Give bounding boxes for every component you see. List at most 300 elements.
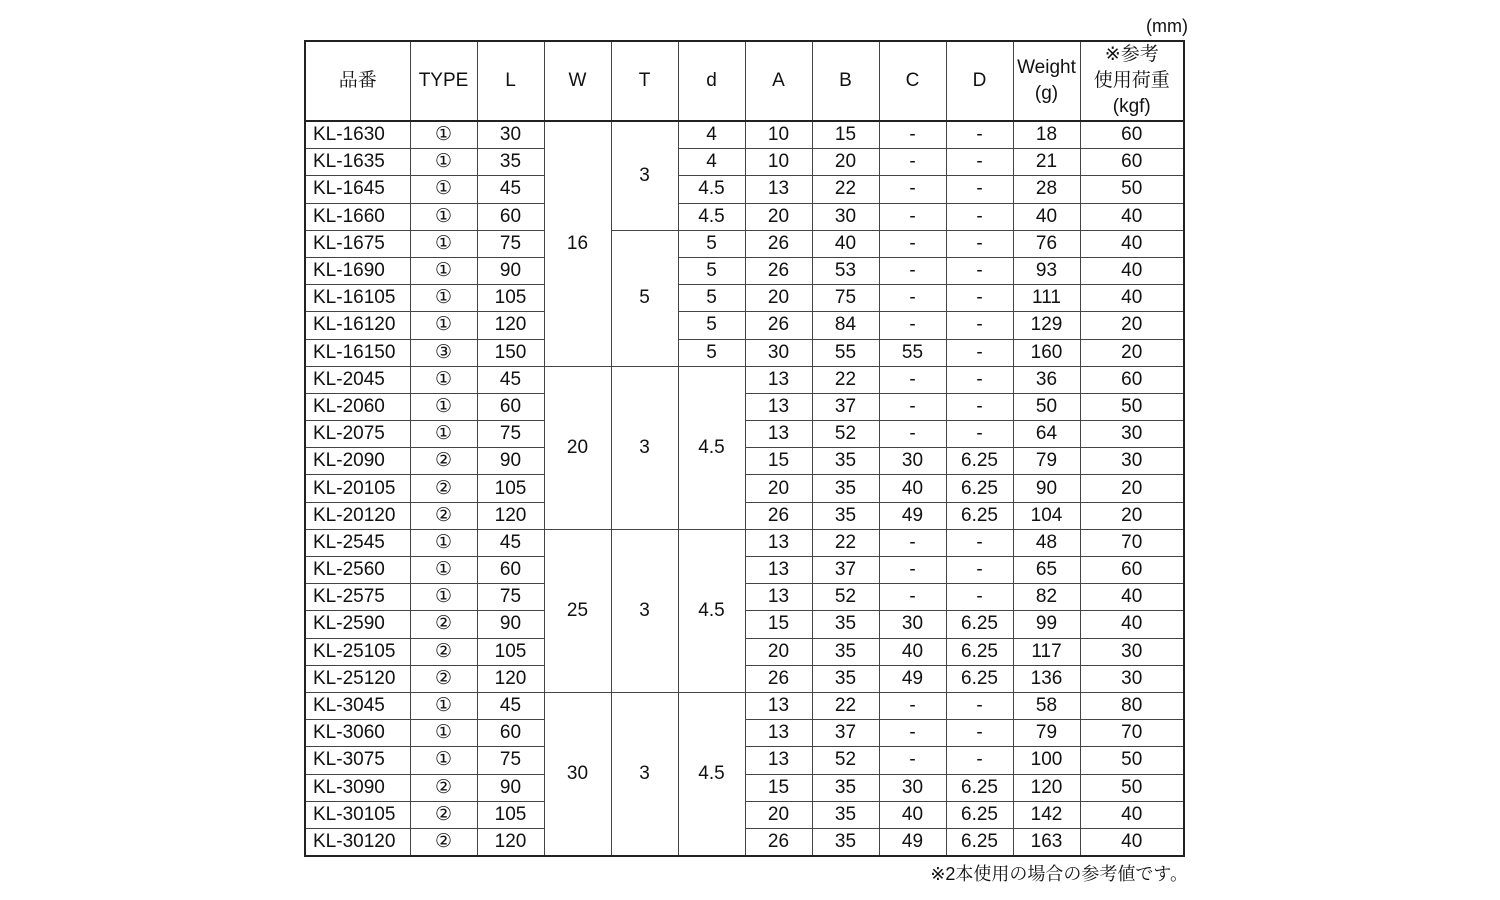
cell-L: 120	[477, 312, 544, 339]
cell-W: 30	[544, 692, 611, 856]
cell-L: 45	[477, 529, 544, 556]
cell-D: -	[946, 230, 1013, 257]
cell-type: ①	[410, 366, 477, 393]
cell-L: 75	[477, 747, 544, 774]
header-d: d	[678, 41, 745, 121]
header-load-line1: ※参考	[1104, 44, 1159, 65]
table-row	[305, 611, 1184, 638]
cell-B: 22	[812, 176, 879, 203]
cell-code: KL-3045	[305, 692, 410, 719]
table-row	[305, 692, 1184, 719]
cell-code: KL-2590	[305, 611, 410, 638]
cell-d: 4.5	[678, 529, 745, 692]
cell-C: -	[879, 529, 946, 556]
table-row	[305, 421, 1184, 448]
cell-A: 15	[745, 774, 812, 801]
cell-D: -	[946, 366, 1013, 393]
cell-L: 120	[477, 828, 544, 856]
cell-code: KL-25105	[305, 638, 410, 665]
cell-L: 60	[477, 393, 544, 420]
cell-D: 6.25	[946, 475, 1013, 502]
cell-type: ①	[410, 230, 477, 257]
cell-D: 6.25	[946, 638, 1013, 665]
cell-load: 40	[1080, 230, 1184, 257]
cell-A: 13	[745, 584, 812, 611]
cell-D: -	[946, 257, 1013, 284]
cell-B: 52	[812, 584, 879, 611]
cell-B: 35	[812, 448, 879, 475]
cell-d: 5	[678, 257, 745, 284]
cell-C: 30	[879, 774, 946, 801]
cell-L: 45	[477, 692, 544, 719]
cell-B: 22	[812, 692, 879, 719]
table-row	[305, 828, 1184, 856]
cell-L: 45	[477, 366, 544, 393]
cell-T: 3	[611, 692, 678, 856]
cell-A: 13	[745, 529, 812, 556]
cell-B: 53	[812, 257, 879, 284]
cell-D: -	[946, 149, 1013, 176]
cell-type: ②	[410, 665, 477, 692]
cell-type: ①	[410, 285, 477, 312]
cell-A: 20	[745, 475, 812, 502]
cell-code: KL-2075	[305, 421, 410, 448]
cell-B: 35	[812, 502, 879, 529]
cell-type: ①	[410, 393, 477, 420]
cell-type: ①	[410, 149, 477, 176]
cell-type: ②	[410, 828, 477, 856]
cell-L: 75	[477, 584, 544, 611]
cell-L: 35	[477, 149, 544, 176]
cell-weight: 82	[1013, 584, 1080, 611]
cell-C: -	[879, 257, 946, 284]
table-row	[305, 801, 1184, 828]
cell-load: 20	[1080, 339, 1184, 366]
cell-A: 26	[745, 502, 812, 529]
cell-W: 25	[544, 529, 611, 692]
cell-weight: 21	[1013, 149, 1080, 176]
cell-L: 105	[477, 475, 544, 502]
cell-A: 26	[745, 257, 812, 284]
cell-C: 30	[879, 611, 946, 638]
cell-code: KL-1690	[305, 257, 410, 284]
cell-load: 20	[1080, 312, 1184, 339]
cell-L: 150	[477, 339, 544, 366]
cell-code: KL-2090	[305, 448, 410, 475]
cell-A: 30	[745, 339, 812, 366]
cell-D: -	[946, 692, 1013, 719]
cell-type: ②	[410, 611, 477, 638]
cell-A: 15	[745, 611, 812, 638]
cell-L: 75	[477, 421, 544, 448]
cell-A: 26	[745, 665, 812, 692]
cell-type: ②	[410, 774, 477, 801]
cell-load: 40	[1080, 203, 1184, 230]
cell-L: 90	[477, 448, 544, 475]
cell-weight: 28	[1013, 176, 1080, 203]
cell-code: KL-2045	[305, 366, 410, 393]
cell-C: 49	[879, 502, 946, 529]
spec-table	[304, 40, 1185, 857]
cell-code: KL-2560	[305, 557, 410, 584]
cell-C: 30	[879, 448, 946, 475]
table-row	[305, 230, 1184, 257]
cell-B: 35	[812, 828, 879, 856]
cell-L: 60	[477, 203, 544, 230]
cell-A: 13	[745, 720, 812, 747]
header-B: B	[812, 41, 879, 121]
cell-type: ②	[410, 448, 477, 475]
header-A: A	[745, 41, 812, 121]
cell-A: 13	[745, 176, 812, 203]
cell-code: KL-1660	[305, 203, 410, 230]
cell-weight: 64	[1013, 421, 1080, 448]
cell-B: 52	[812, 747, 879, 774]
cell-D: 6.25	[946, 828, 1013, 856]
cell-D: -	[946, 747, 1013, 774]
header-C: C	[879, 41, 946, 121]
cell-weight: 99	[1013, 611, 1080, 638]
cell-A: 13	[745, 692, 812, 719]
cell-D: -	[946, 176, 1013, 203]
cell-D: -	[946, 393, 1013, 420]
cell-C: 55	[879, 339, 946, 366]
cell-L: 60	[477, 557, 544, 584]
cell-code: KL-3060	[305, 720, 410, 747]
cell-A: 20	[745, 203, 812, 230]
cell-C: 40	[879, 638, 946, 665]
cell-code: KL-20105	[305, 475, 410, 502]
table-row	[305, 475, 1184, 502]
cell-L: 120	[477, 665, 544, 692]
cell-weight: 65	[1013, 557, 1080, 584]
cell-C: -	[879, 203, 946, 230]
cell-weight: 48	[1013, 529, 1080, 556]
cell-L: 90	[477, 257, 544, 284]
cell-D: -	[946, 421, 1013, 448]
cell-A: 26	[745, 312, 812, 339]
cell-d: 5	[678, 312, 745, 339]
cell-W: 20	[544, 366, 611, 529]
table-body	[305, 121, 1184, 856]
cell-D: -	[946, 557, 1013, 584]
cell-C: 40	[879, 475, 946, 502]
table-row	[305, 285, 1184, 312]
cell-code: KL-25120	[305, 665, 410, 692]
cell-C: -	[879, 366, 946, 393]
cell-B: 22	[812, 366, 879, 393]
cell-type: ①	[410, 584, 477, 611]
cell-d: 4.5	[678, 203, 745, 230]
table-header	[305, 41, 1184, 121]
cell-B: 35	[812, 774, 879, 801]
cell-type: ①	[410, 557, 477, 584]
cell-D: -	[946, 339, 1013, 366]
cell-weight: 36	[1013, 366, 1080, 393]
header-load	[1080, 41, 1184, 121]
footnote: ※2本使用の場合の参考値です。	[930, 864, 1188, 884]
cell-D: -	[946, 285, 1013, 312]
cell-D: 6.25	[946, 448, 1013, 475]
cell-code: KL-1645	[305, 176, 410, 203]
cell-B: 15	[812, 121, 879, 149]
cell-B: 37	[812, 393, 879, 420]
cell-B: 40	[812, 230, 879, 257]
header-load-line2: 使用荷重	[1093, 70, 1170, 91]
cell-weight: 40	[1013, 203, 1080, 230]
header-type: TYPE	[410, 41, 477, 121]
table-row	[305, 121, 1184, 149]
cell-code: KL-1635	[305, 149, 410, 176]
header-T: T	[611, 41, 678, 121]
cell-code: KL-16120	[305, 312, 410, 339]
cell-weight: 79	[1013, 720, 1080, 747]
header-weight	[1013, 41, 1080, 121]
cell-W: 16	[544, 121, 611, 366]
cell-code: KL-3075	[305, 747, 410, 774]
cell-A: 26	[745, 828, 812, 856]
cell-A: 10	[745, 149, 812, 176]
cell-d: 4	[678, 121, 745, 149]
cell-T: 5	[611, 230, 678, 366]
cell-weight: 90	[1013, 475, 1080, 502]
cell-load: 40	[1080, 611, 1184, 638]
cell-D: -	[946, 584, 1013, 611]
header-weight-line1: Weight	[1017, 57, 1076, 78]
cell-type: ①	[410, 257, 477, 284]
table-row	[305, 747, 1184, 774]
cell-D: -	[946, 121, 1013, 149]
cell-type: ①	[410, 312, 477, 339]
cell-weight: 79	[1013, 448, 1080, 475]
cell-type: ①	[410, 720, 477, 747]
cell-load: 20	[1080, 502, 1184, 529]
header-L: L	[477, 41, 544, 121]
cell-weight: 120	[1013, 774, 1080, 801]
cell-C: 49	[879, 828, 946, 856]
cell-type: ②	[410, 638, 477, 665]
cell-code: KL-30105	[305, 801, 410, 828]
table-row	[305, 176, 1184, 203]
cell-T: 3	[611, 529, 678, 692]
header-W: W	[544, 41, 611, 121]
cell-load: 50	[1080, 747, 1184, 774]
cell-D: -	[946, 312, 1013, 339]
table-row	[305, 203, 1184, 230]
cell-A: 13	[745, 747, 812, 774]
table-row	[305, 502, 1184, 529]
cell-A: 20	[745, 285, 812, 312]
cell-D: 6.25	[946, 774, 1013, 801]
cell-code: KL-16150	[305, 339, 410, 366]
cell-B: 84	[812, 312, 879, 339]
cell-weight: 163	[1013, 828, 1080, 856]
cell-load: 40	[1080, 584, 1184, 611]
cell-D: 6.25	[946, 611, 1013, 638]
cell-C: -	[879, 149, 946, 176]
cell-load: 70	[1080, 529, 1184, 556]
cell-load: 30	[1080, 448, 1184, 475]
cell-code: KL-1675	[305, 230, 410, 257]
table-row	[305, 448, 1184, 475]
cell-type: ②	[410, 502, 477, 529]
cell-A: 13	[745, 393, 812, 420]
table-row	[305, 720, 1184, 747]
cell-type: ①	[410, 121, 477, 149]
cell-D: 6.25	[946, 665, 1013, 692]
cell-load: 50	[1080, 393, 1184, 420]
cell-L: 105	[477, 801, 544, 828]
cell-code: KL-20120	[305, 502, 410, 529]
cell-code: KL-2575	[305, 584, 410, 611]
cell-B: 30	[812, 203, 879, 230]
cell-code: KL-2545	[305, 529, 410, 556]
cell-B: 55	[812, 339, 879, 366]
cell-D: -	[946, 720, 1013, 747]
cell-C: 40	[879, 801, 946, 828]
cell-weight: 58	[1013, 692, 1080, 719]
cell-D: 6.25	[946, 502, 1013, 529]
cell-A: 10	[745, 121, 812, 149]
cell-T: 3	[611, 121, 678, 230]
cell-type: ①	[410, 747, 477, 774]
cell-load: 60	[1080, 557, 1184, 584]
cell-type: ①	[410, 692, 477, 719]
cell-C: -	[879, 176, 946, 203]
cell-d: 4.5	[678, 176, 745, 203]
cell-d: 5	[678, 285, 745, 312]
header-weight-line2: (g)	[1034, 83, 1059, 104]
cell-A: 26	[745, 230, 812, 257]
cell-C: -	[879, 584, 946, 611]
cell-weight: 129	[1013, 312, 1080, 339]
cell-weight: 142	[1013, 801, 1080, 828]
cell-load: 30	[1080, 638, 1184, 665]
cell-B: 35	[812, 665, 879, 692]
cell-B: 35	[812, 801, 879, 828]
cell-L: 105	[477, 638, 544, 665]
table-row	[305, 312, 1184, 339]
cell-B: 35	[812, 638, 879, 665]
cell-L: 90	[477, 774, 544, 801]
cell-L: 45	[477, 176, 544, 203]
cell-weight: 76	[1013, 230, 1080, 257]
cell-load: 30	[1080, 421, 1184, 448]
table-row	[305, 257, 1184, 284]
cell-weight: 136	[1013, 665, 1080, 692]
cell-code: KL-30120	[305, 828, 410, 856]
cell-D: -	[946, 529, 1013, 556]
cell-B: 52	[812, 421, 879, 448]
cell-A: 20	[745, 801, 812, 828]
cell-weight: 160	[1013, 339, 1080, 366]
cell-load: 50	[1080, 774, 1184, 801]
cell-load: 40	[1080, 257, 1184, 284]
cell-L: 60	[477, 720, 544, 747]
cell-A: 13	[745, 366, 812, 393]
cell-C: -	[879, 230, 946, 257]
cell-L: 90	[477, 611, 544, 638]
cell-load: 50	[1080, 176, 1184, 203]
cell-B: 20	[812, 149, 879, 176]
cell-d: 5	[678, 339, 745, 366]
cell-L: 75	[477, 230, 544, 257]
cell-D: 6.25	[946, 801, 1013, 828]
cell-type: ②	[410, 801, 477, 828]
cell-C: -	[879, 557, 946, 584]
cell-L: 105	[477, 285, 544, 312]
cell-B: 35	[812, 611, 879, 638]
cell-B: 75	[812, 285, 879, 312]
cell-d: 4.5	[678, 692, 745, 856]
table-row	[305, 339, 1184, 366]
table-row	[305, 529, 1184, 556]
cell-code: KL-1630	[305, 121, 410, 149]
cell-weight: 117	[1013, 638, 1080, 665]
table-row	[305, 366, 1184, 393]
cell-d: 4	[678, 149, 745, 176]
cell-C: -	[879, 421, 946, 448]
cell-D: -	[946, 203, 1013, 230]
table-row	[305, 774, 1184, 801]
cell-C: -	[879, 393, 946, 420]
cell-L: 30	[477, 121, 544, 149]
cell-weight: 100	[1013, 747, 1080, 774]
table-row	[305, 149, 1184, 176]
header-code: 品番	[305, 41, 410, 121]
cell-B: 37	[812, 720, 879, 747]
cell-A: 20	[745, 638, 812, 665]
cell-A: 13	[745, 557, 812, 584]
cell-C: -	[879, 312, 946, 339]
cell-weight: 111	[1013, 285, 1080, 312]
cell-code: KL-2060	[305, 393, 410, 420]
cell-C: -	[879, 285, 946, 312]
unit-label: (mm)	[1146, 16, 1188, 36]
table-row	[305, 393, 1184, 420]
cell-code: KL-16105	[305, 285, 410, 312]
cell-d: 4.5	[678, 366, 745, 529]
cell-type: ②	[410, 475, 477, 502]
cell-C: -	[879, 747, 946, 774]
cell-load: 70	[1080, 720, 1184, 747]
cell-C: 49	[879, 665, 946, 692]
cell-A: 15	[745, 448, 812, 475]
cell-load: 40	[1080, 828, 1184, 856]
table-row	[305, 638, 1184, 665]
cell-weight: 104	[1013, 502, 1080, 529]
cell-weight: 50	[1013, 393, 1080, 420]
cell-load: 20	[1080, 475, 1184, 502]
cell-A: 13	[745, 421, 812, 448]
header-load-line3: (kgf)	[1112, 96, 1151, 117]
cell-d: 5	[678, 230, 745, 257]
cell-B: 37	[812, 557, 879, 584]
cell-C: -	[879, 121, 946, 149]
header-D: D	[946, 41, 1013, 121]
cell-type: ③	[410, 339, 477, 366]
cell-load: 30	[1080, 665, 1184, 692]
cell-C: -	[879, 692, 946, 719]
cell-C: -	[879, 720, 946, 747]
cell-load: 60	[1080, 121, 1184, 149]
cell-type: ①	[410, 176, 477, 203]
cell-load: 60	[1080, 149, 1184, 176]
cell-type: ①	[410, 421, 477, 448]
cell-type: ①	[410, 203, 477, 230]
cell-type: ①	[410, 529, 477, 556]
table-row	[305, 557, 1184, 584]
